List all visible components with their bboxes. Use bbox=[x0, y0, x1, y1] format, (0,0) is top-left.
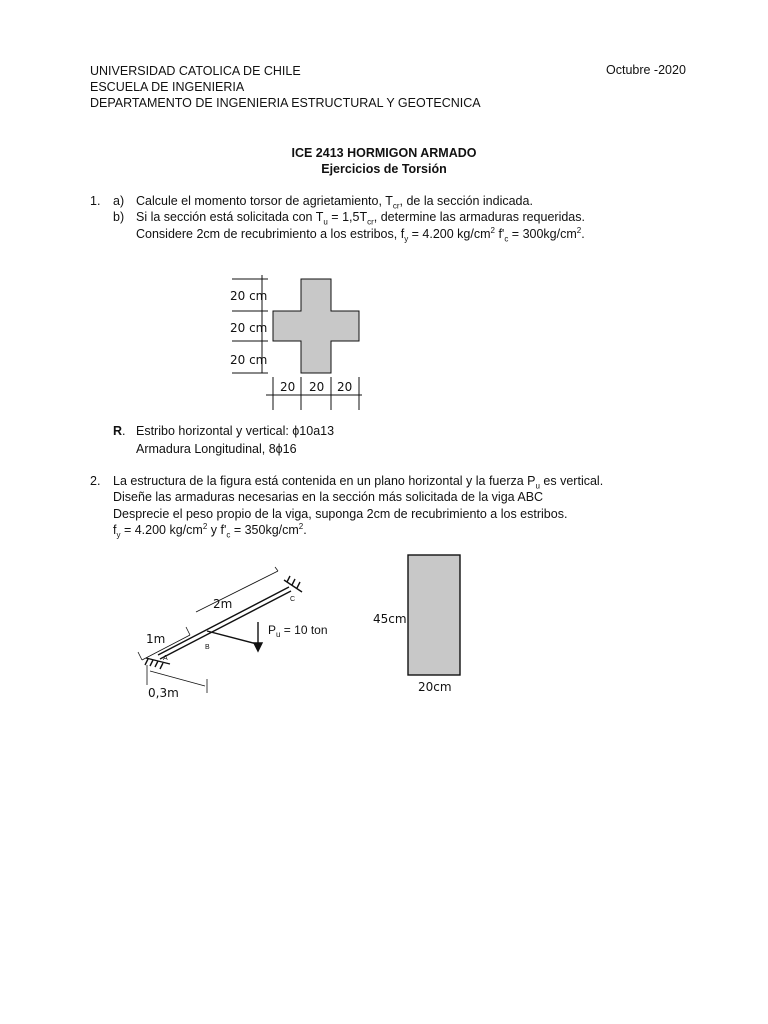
problem-1-b-label: b) bbox=[113, 210, 125, 224]
dim-bottom-2: 20 bbox=[309, 380, 325, 394]
problem-1-b-text: Si la sección está solicitada con $T_u = 1,5T_{cr}$, determine las armaduras requeridas. bbox=[136, 210, 585, 227]
answer-line-1: Estribo horizontal y vertical: ϕ10a13 bbox=[136, 424, 335, 438]
school-name: ESCUELA DE INGENIERIA bbox=[90, 80, 245, 94]
answer-line-2: Armadura Longitudinal, 8ϕ16 bbox=[136, 442, 297, 456]
course-title: ICE 2413 HORMIGON ARMADO bbox=[291, 146, 477, 160]
label-c: C bbox=[290, 596, 296, 603]
problem-2-line-2: Diseñe las armaduras necesarias en la sección más solicitada de la viga ABC bbox=[113, 490, 544, 504]
cantilever-arm bbox=[207, 631, 257, 644]
problem-1-a-label: a) bbox=[113, 194, 125, 208]
problem-2-line-1: La estructura de la figura está contenida en un plano horizontal y la fuerza $P_u$ es vertical. bbox=[113, 474, 604, 491]
course-subtitle: Ejercicios de Torsión bbox=[321, 162, 447, 176]
load-arrow-head bbox=[254, 643, 262, 651]
problem-2-number: 2. bbox=[90, 474, 101, 488]
dim-2m-line bbox=[196, 571, 278, 612]
section-height-label: 45cm bbox=[373, 612, 407, 626]
label-a: A bbox=[163, 655, 168, 662]
document-date: Octubre -2020 bbox=[606, 63, 686, 77]
label-2m: 2m bbox=[213, 597, 233, 611]
section-width-label: 20cm bbox=[418, 680, 452, 694]
problem-2-line-4: $f_y = 4.200$ $kg/cm^2$ y $f'_c = 350kg/cm^2$. bbox=[113, 521, 307, 540]
department-name: DEPARTAMENTO DE INGENIERIA ESTRUCTURAL Y GEOTECNICA bbox=[90, 96, 481, 110]
problem-1-considerations: Considere 2cm de recubrimiento a los estribos, $f_y = 4.200$ $kg/cm^2$ $f'_c = 300kg/cm^2$. bbox=[136, 225, 585, 244]
problem-2-line-3: Desprecie el peso propio de la viga, suponga 2cm de recubrimiento a los estribos. bbox=[113, 507, 568, 521]
dim-left-3: 20 cm bbox=[230, 353, 268, 367]
problem-1-number: 1. bbox=[90, 194, 101, 208]
load-label: $P_u = 10$ ton bbox=[268, 623, 328, 639]
university-name: UNIVERSIDAD CATOLICA DE CHILE bbox=[90, 64, 301, 78]
label-03m: 0,3m bbox=[148, 686, 179, 700]
label-1m: 1m bbox=[146, 632, 166, 646]
answer-label: R. bbox=[113, 424, 126, 438]
dim-bottom-3: 20 bbox=[337, 380, 353, 394]
dim-03m-line bbox=[150, 671, 205, 686]
beam-cross-section bbox=[408, 555, 460, 675]
dim-bottom-1: 20 bbox=[280, 380, 296, 394]
dim-left-1: 20 cm bbox=[230, 289, 268, 303]
problem-1-a-text: Calcule el momento torsor de agrietamiento, $T_{cr}$, de la sección indicada. bbox=[136, 194, 533, 211]
label-b: B bbox=[205, 644, 210, 651]
dim-left-2: 20 cm bbox=[230, 321, 268, 335]
